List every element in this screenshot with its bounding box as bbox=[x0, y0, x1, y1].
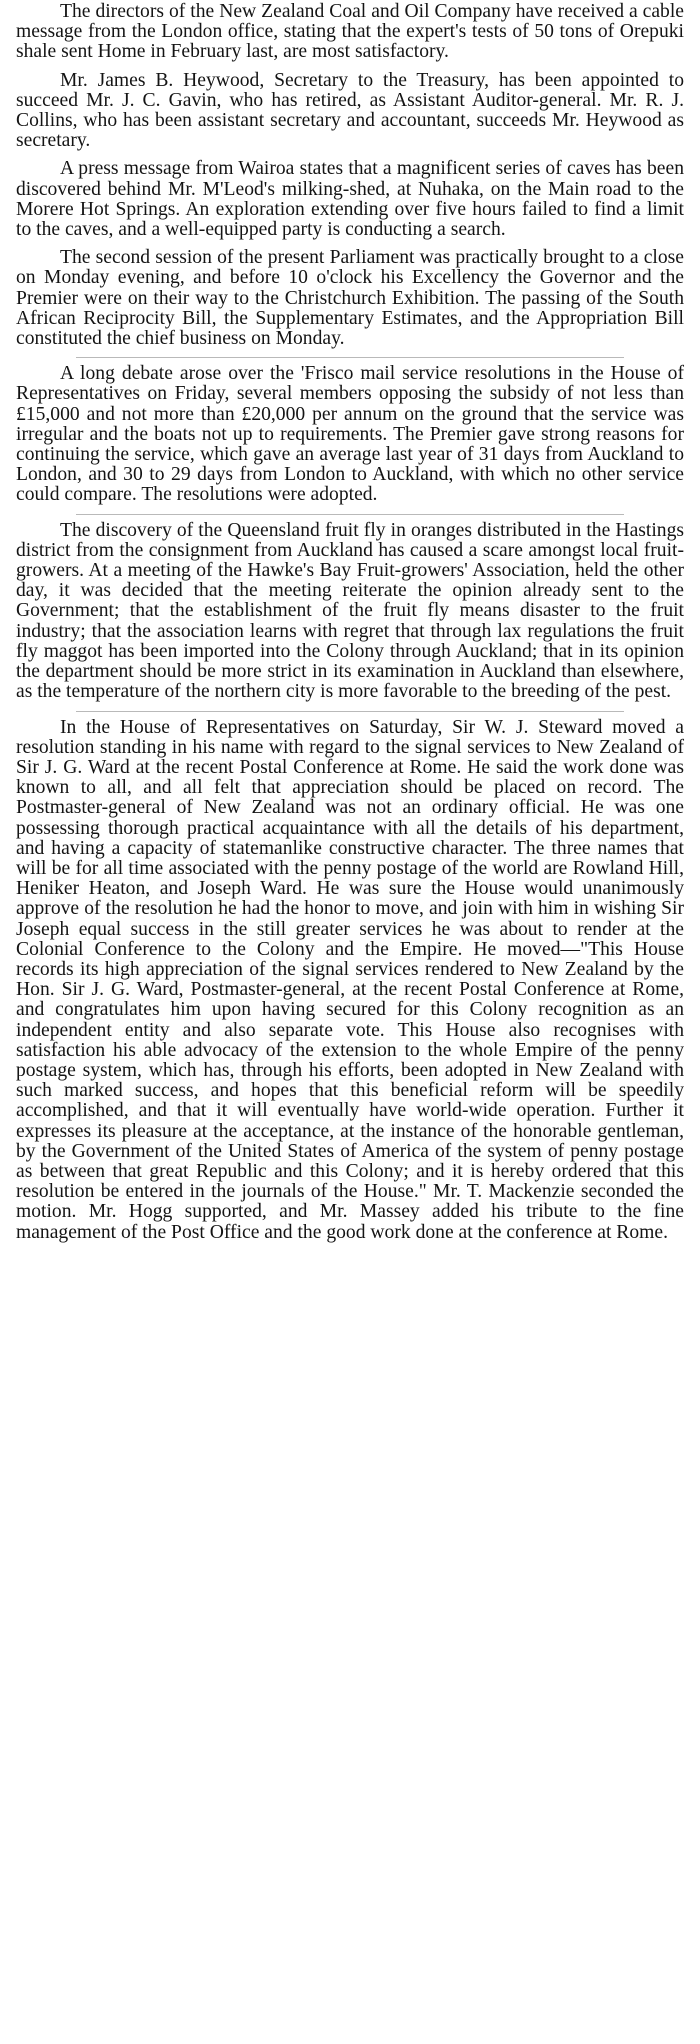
news-column bbox=[16, 2, 684, 1243]
paragraph-postal-conference: In the House of Representatives on Saturday, Sir W. J. Steward moved a resolution standing in his name with regard to the signal services to New Zealand of Sir J. G. Ward at the recent Postal Conference at Rome. He said the work done was known to all, and all felt that appreciation should be placed on record. The Postmaster-general of New Zealand was not an ordinary official. He was one possessing thorough practical acquaintance with all the details of his department, and having a capacity of statemanlike constructive character. The three names that will be for all time associated with the penny postage of the world are Rowland Hill, Heniker Heaton, and Joseph Ward. He was sure the House would unanimously approve of the resolution he had the honor to move, and join with him in wishing Sir Joseph equal success in the still greater services he was about to render at the Colonial Conference to the Colony and the Empire. He moved—"This House records its high appreciation of the signal services rendered to New Zealand by the Hon. Sir J. G. Ward, Postmaster-general, at the recent Postal Conference at Rome, and congratulates him upon having secured for this Colony recognition as an independent entity and also separate vote. This House also recognises with satisfaction his able advocacy of the extension to the whole Empire of the penny postage system, which has, through his efforts, been adopted in New Zealand with such marked success, and hopes that this beneficial reform will be speedily accomplished, and that it will eventually have world-wide operation. Further it expresses its pleasure at the acceptance, at the instance of the honorable gentleman, by the Government of the United States of America of the system of penny postage as between that great Republic and this Colony; and it is hereby ordered that this resolution be entered in the journals of the House." Mr. T. Mackenzie seconded the motion. Mr. Hogg supported, and Mr. Massey added his tribute to the fine management of the Post Office and the good work done at the conference at Rome. bbox=[16, 716, 684, 1243]
paragraph-parliament-session: The second session of the present Parliament was practically brought to a close on Monday evening, and before 10 o'clock his Excellency the Governor and the Premier were on their way to the Christchurch Exhibition. The passing of the South African Reciprocity Bill, the Supplementary Estimates, and the Appropriation Bill constituted the chief business on Monday. bbox=[16, 247, 684, 350]
paragraph-fruit-fly: The discovery of the Queensland fruit fly in oranges distributed in the Hastings district from the consignment from Auckland has caused a scare amongst local fruit-growers. At a meeting of the Hawke's Bay Fruit-growers' Association, held the other day, it was decided that the meeting reiterate the opinion already sent to the Government; that the establishment of the fruit fly means disaster to the fruit industry; that the association learns with regret that through lax regulations the fruit fly maggot has been imported into the Colony through Auckland; that in its opinion the department should be more strict in its examination in Auckland than elsewhere, as the temperature of the northern city is more favorable to the breeding of the pest. bbox=[16, 519, 684, 703]
paragraph-treasury-appointment: Mr. James B. Heywood, Secretary to the Treasury, has been appointed to succeed Mr. J. C. Gavin, who has retired, as Assistant Auditor-general. Mr. R. J. Collins, who has been assistant secretary and accountant, succeeds Mr. Heywood as secretary. bbox=[16, 69, 684, 152]
paragraph-wairoa-caves: A press message from Wairoa states that a magnificent series of caves has been discovered behind Mr. M'Leod's milking-shed, at Nuhaka, on the Main road to the Morere Hot Springs. An exploration extending over five hours failed to find a limit to the caves, and a well-equipped party is conducting a search. bbox=[16, 158, 684, 241]
section-divider bbox=[76, 514, 624, 515]
paragraph-frisco-mail: A long debate arose over the 'Frisco mail service resolutions in the House of Representatives on Friday, several members opposing the subsidy of not less than £15,000 and not more than £20,000 per annum on the ground that the service was irregular and the boats not up to requirements. The Premier gave strong reasons for continuing the service, which gave an average last year of 31 days from Auckland to London, and 30 to 29 days from London to Auckland, with which no other service could compare. The resolutions were adopted. bbox=[16, 363, 684, 506]
section-divider bbox=[76, 357, 624, 358]
section-divider bbox=[76, 711, 624, 712]
paragraph-coal-oil: The directors of the New Zealand Coal and Oil Company have received a cable message from the London office, stating that the expert's tests of 50 tons of Orepuki shale sent Home in February last, are most satisfactory. bbox=[16, 1, 684, 63]
